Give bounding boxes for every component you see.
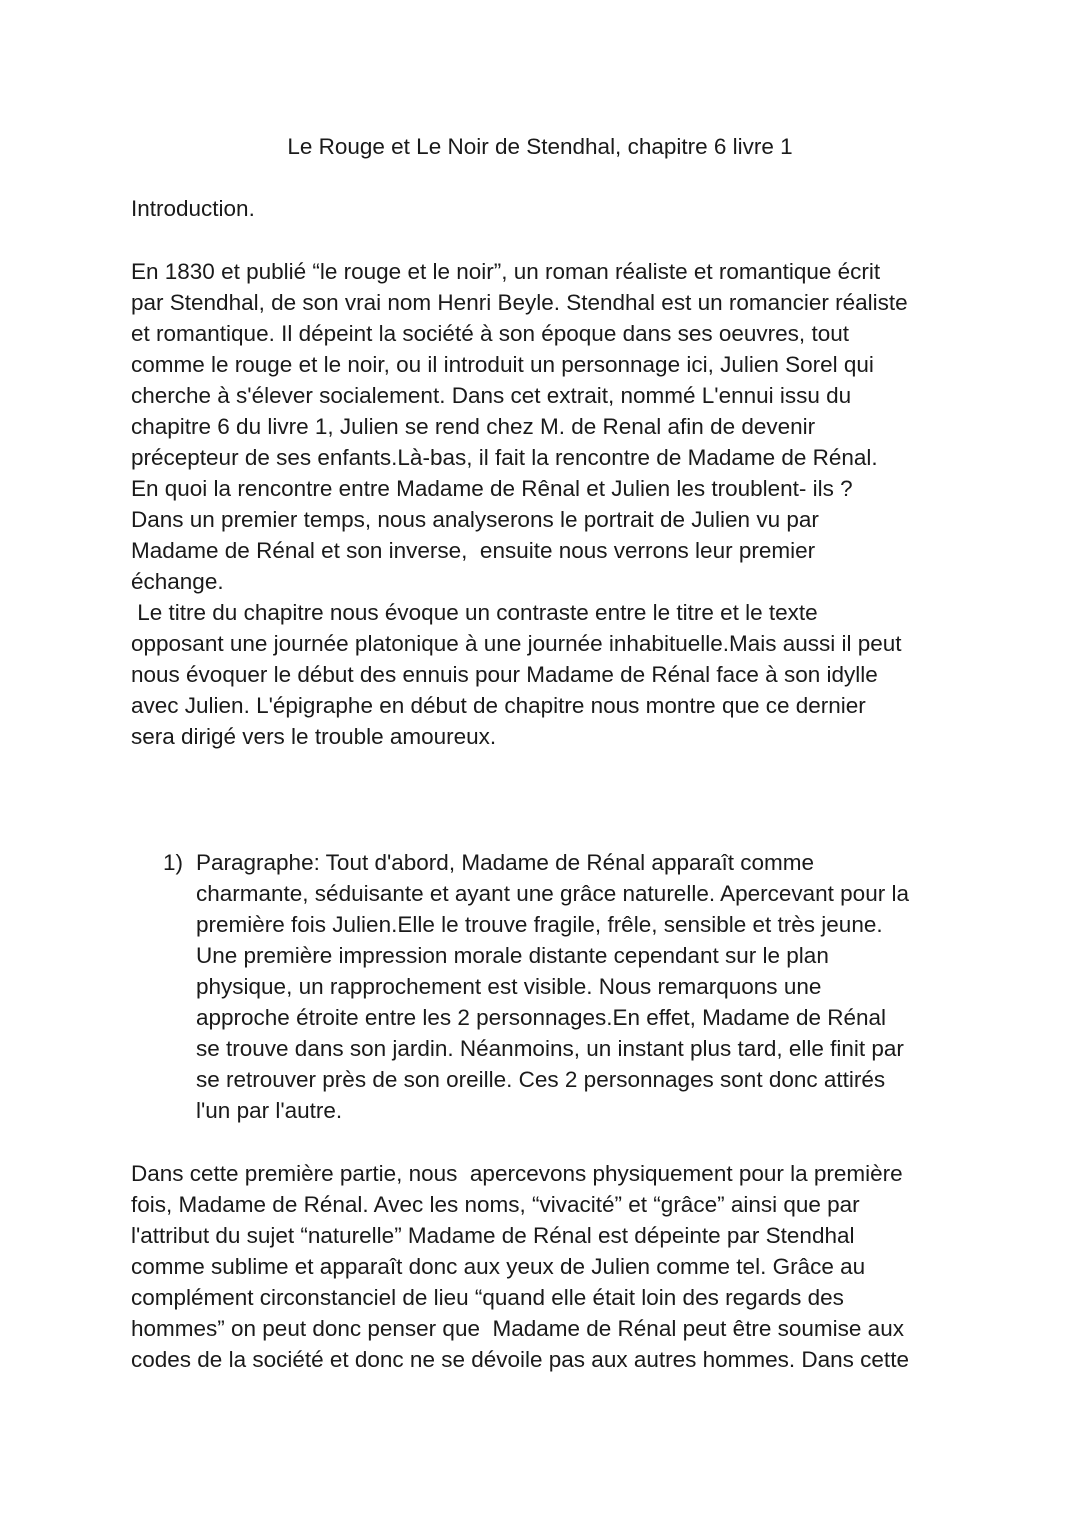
document-title: Le Rouge et Le Noir de Stendhal, chapitre 6 livre 1 bbox=[287, 134, 793, 159]
intro-line: cherche à s'élever socialement. Dans cet extrait, nommé L'ennui issu du bbox=[131, 383, 852, 408]
part-line: fois, Madame de Rénal. Avec les noms, “vivacité” et “grâce” ainsi que par bbox=[131, 1192, 860, 1217]
list-item-line: Paragraphe: Tout d'abord, Madame de Rénal apparaît comme bbox=[196, 850, 815, 875]
part-line: l'attribut du sujet “naturelle” Madame de Rénal est dépeinte par Stendhal bbox=[131, 1223, 855, 1248]
part-line: codes de la société et donc ne se dévoile pas aux autres hommes. Dans cette bbox=[131, 1347, 909, 1372]
intro-line: avec Julien. L'épigraphe en début de chapitre nous montre que ce dernier bbox=[131, 693, 866, 718]
intro-heading: Introduction. bbox=[131, 196, 255, 221]
intro-line: par Stendhal, de son vrai nom Henri Beyle. Stendhal est un romancier réaliste bbox=[131, 290, 908, 315]
intro-line: En quoi la rencontre entre Madame de Rênal et Julien les troublent- ils ? bbox=[131, 476, 853, 501]
intro-line: Madame de Rénal et son inverse, ensuite nous verrons leur premier bbox=[131, 538, 816, 563]
intro-line: Dans un premier temps, nous analyserons le portrait de Julien vu par bbox=[131, 507, 819, 532]
intro-line: opposant une journée platonique à une journée inhabituelle.Mais aussi il peut bbox=[131, 631, 902, 656]
part-line: complément circonstanciel de lieu “quand elle était loin des regards des bbox=[131, 1285, 844, 1310]
intro-line: échange. bbox=[131, 569, 224, 594]
part-line: hommes” on peut donc penser que Madame de Rénal peut être soumise aux bbox=[131, 1316, 904, 1341]
list-item-line: Une première impression morale distante cependant sur le plan bbox=[196, 943, 829, 968]
list-item-line: première fois Julien.Elle le trouve fragile, frêle, sensible et très jeune. bbox=[196, 912, 883, 937]
list-item-line: charmante, séduisante et ayant une grâce naturelle. Apercevant pour la bbox=[196, 881, 909, 906]
list-item-line: physique, un rapprochement est visible. Nous remarquons une bbox=[196, 974, 822, 999]
list-number: 1) bbox=[163, 850, 184, 875]
part-line: Dans cette première partie, nous apercevons physiquement pour la première bbox=[131, 1161, 903, 1186]
intro-line: comme le rouge et le noir, ou il introduit un personnage ici, Julien Sorel qui bbox=[131, 352, 874, 377]
list-item-line: se retrouver près de son oreille. Ces 2 personnages sont donc attirés bbox=[196, 1067, 886, 1092]
intro-line: nous évoquer le début des ennuis pour Madame de Rénal face à son idylle bbox=[131, 662, 878, 687]
intro-line: En 1830 et publié “le rouge et le noir”, un roman réaliste et romantique écrit bbox=[131, 259, 881, 284]
intro-line: chapitre 6 du livre 1, Julien se rend chez M. de Renal afin de devenir bbox=[131, 414, 816, 439]
list-item-line: l'un par l'autre. bbox=[196, 1098, 343, 1123]
list-item-line: se trouve dans son jardin. Néanmoins, un instant plus tard, elle finit par bbox=[196, 1036, 904, 1061]
intro-line: Le titre du chapitre nous évoque un contraste entre le titre et le texte bbox=[131, 600, 818, 625]
intro-line: et romantique. Il dépeint la société à son époque dans ses oeuvres, tout bbox=[131, 321, 849, 346]
intro-line: précepteur de ses enfants.Là-bas, il fait la rencontre de Madame de Rénal. bbox=[131, 445, 878, 470]
part-line: comme sublime et apparaît donc aux yeux de Julien comme tel. Grâce au bbox=[131, 1254, 866, 1279]
intro-line: sera dirigé vers le trouble amoureux. bbox=[131, 724, 497, 749]
list-item-line: approche étroite entre les 2 personnages.En effet, Madame de Rénal bbox=[196, 1005, 887, 1030]
